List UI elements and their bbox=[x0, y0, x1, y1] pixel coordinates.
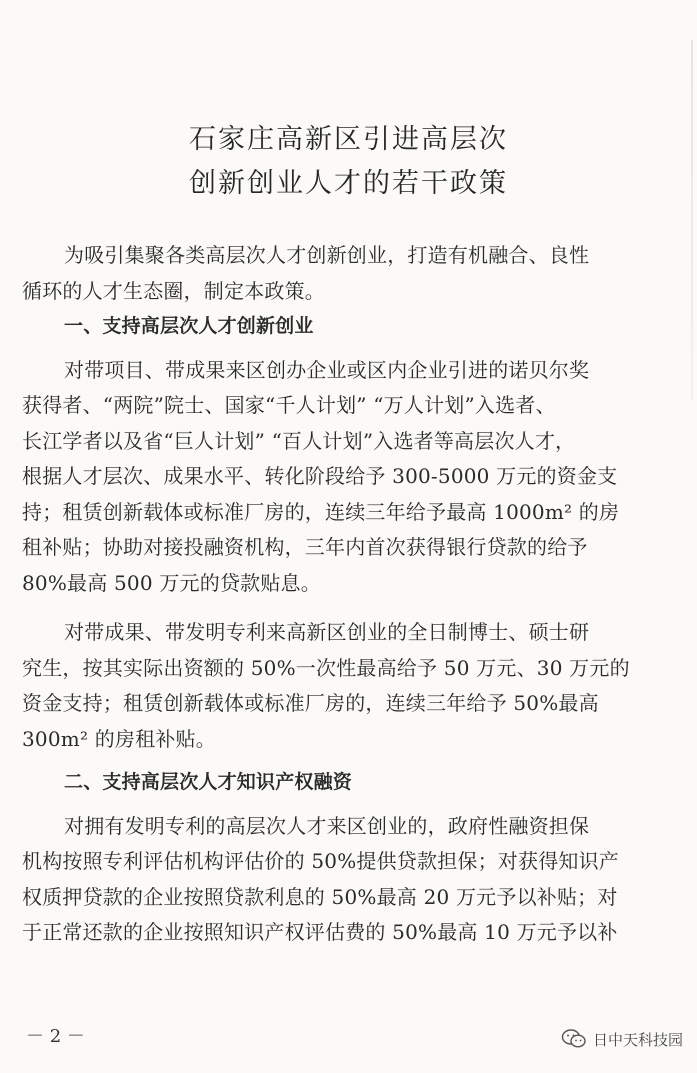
section-1-para-1-line: 长江学者以及省“巨人计划” “百人计划”入选者等高层次人才， bbox=[22, 428, 576, 453]
section-1-para-1-line: 租补贴；协助对接投融资机构，三年内首次获得银行贷款的给予 bbox=[22, 535, 588, 559]
section-2-para-1-line: 对拥有发明专利的高层次人才来区创业的，政府性融资担保 bbox=[64, 813, 590, 838]
intro-line: 为吸引集聚各类高层次人才创新创业，打造有机融合、良性 bbox=[64, 243, 590, 267]
section-1-para-1-line: 根据人才层次、成果水平、转化阶段给予 300-5000 万元的资金支 bbox=[22, 464, 618, 488]
section-1-para-2-line: 300m² 的房租补贴。 bbox=[22, 726, 216, 751]
intro-line: 循环的人才生态圈，制定本政策。 bbox=[22, 278, 325, 303]
section-1-para-2-line: 资金支持；租赁创新载体或标准厂房的，连续三年给予 50%最高 bbox=[22, 691, 599, 715]
section-1-para-1-line: 持；租赁创新载体或标准厂房的，连续三年给予最高 1000m² 的房 bbox=[22, 499, 620, 524]
scan-edge-line bbox=[691, 40, 693, 400]
wechat-icon bbox=[561, 1028, 587, 1050]
page-number: － 2 － bbox=[26, 1026, 85, 1047]
section-2-para-1-line: 机构按照专利评估机构评估价的 50%提供贷款担保；对获得知识产 bbox=[22, 849, 620, 873]
section-1-para-2-line: 对带成果、带发明专利来高新区创业的全日制博士、硕士研 bbox=[64, 620, 590, 644]
title-line-1: 石家庄高新区引进高层次 bbox=[189, 124, 508, 155]
section-2-heading: 二、支持高层次人才知识产权融资 bbox=[64, 771, 353, 793]
section-2-para-1-line: 于正常还款的企业按照知识产权评估费的 50%最高 10 万元予以补 bbox=[22, 920, 618, 944]
watermark-text: 日中天科技园 bbox=[592, 1030, 683, 1049]
title-line-2: 创新创业人才的若干政策 bbox=[189, 168, 508, 199]
section-1-para-1-line: 获得者、“两院”院士、国家“千人计划” “万人计划”入选者、 bbox=[22, 393, 556, 417]
document-body bbox=[22, 238, 662, 951]
watermark bbox=[561, 1028, 683, 1050]
section-1-para-1-line: 对带项目、带成果来区创办企业或区内企业引进的诺贝尔奖 bbox=[64, 357, 590, 382]
section-2-para-1-line: 权质押贷款的企业按照贷款利息的 50%最高 20 万元予以补贴；对 bbox=[22, 884, 618, 909]
document-title bbox=[0, 118, 697, 206]
section-1-para-1-line: 80%最高 500 万元的贷款贴息。 bbox=[22, 570, 321, 595]
section-1-para-2-line: 究生，按其实际出资额的 50%一次性最高给予 50 万元、30 万元的 bbox=[22, 655, 630, 680]
section-1-heading: 一、支持高层次人才创新创业 bbox=[64, 315, 314, 337]
